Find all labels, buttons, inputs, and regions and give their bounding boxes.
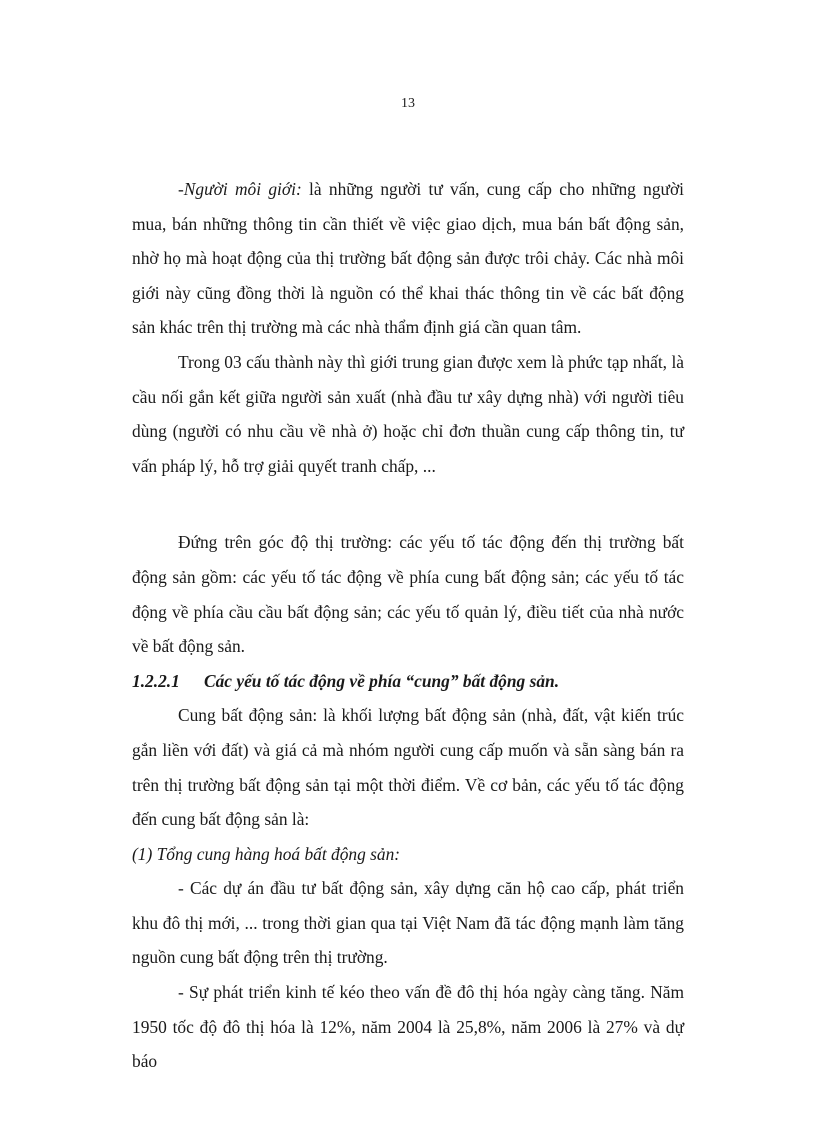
term-broker: -Người môi giới: [178, 179, 302, 199]
section-title: Các yếu tố tác động về phía “cung” bất động sản. [204, 670, 560, 691]
paragraph-gap [132, 483, 684, 525]
section-number: 1.2.2.1 [132, 670, 180, 691]
paragraph-intermediary: Trong 03 cấu thành này thì giới trung gian được xem là phức tạp nhất, là cầu nối gắn kết giữa người sản xuất (nhà đầu tư xây dựng nhà) với người tiêu dùng (người có nhu cầu về nhà ở) hoặc chỉ đơn thuần cung cấp thông tin, tư vấn pháp lý, hỗ trợ giải quyết tranh chấp, ... [132, 351, 684, 476]
paragraph-broker-text: là những người tư vấn, cung cấp cho những người mua, bán những thông tin cần thiết về việc giao dịch, mua bán bất động sản, nhờ họ mà hoạt động của thị trường bất động sản được trôi chảy. Các nhà môi giới này cũng đồng thời là nguồn có thể khai thác thông tin về các bất động sản khác trên thị trường mà các nhà thẩm định giá cần quan tâm. [132, 179, 684, 338]
section-heading [132, 664, 684, 699]
subheading-total-supply: (1) Tổng cung hàng hoá bất động sản: [132, 843, 401, 864]
paragraph-supply-definition: Cung bất động sản: là khối lượng bất động sản (nhà, đất, vật kiến trúc gắn liền với đất) và giá cả mà nhóm người cung cấp muốn và sẵn sàng bán ra trên thị trường bất động sản tại một thời điểm. Về cơ bản, các yếu tố tác động đến cung bất động sản là: [132, 705, 684, 830]
paragraph-market-factors: Đứng trên góc độ thị trường: các yếu tố tác động đến thị trường bất động sản gồm: các yếu tố tác động về phía cung bất động sản; các yếu tố tác động về phía cầu cầu bất động sản; các yếu tố quản lý, điều tiết của nhà nước về bất động sản. [132, 532, 684, 657]
document-body [132, 172, 684, 1079]
paragraph-projects: - Các dự án đầu tư bất động sản, xây dựng căn hộ cao cấp, phát triển khu đô thị mới, ... trong thời gian qua tại Việt Nam đã tác động mạnh làm tăng nguồn cung bất động trên thị trường. [132, 878, 684, 968]
page-number: 13 [401, 96, 415, 111]
paragraph-broker [132, 172, 684, 345]
paragraph-urbanization: - Sự phát triển kinh tế kéo theo vấn đề đô thị hóa ngày càng tăng. Năm 1950 tốc độ đô thị hóa là 12%, năm 2004 là 25,8%, năm 2006 là 27% và dự báo [132, 982, 684, 1072]
